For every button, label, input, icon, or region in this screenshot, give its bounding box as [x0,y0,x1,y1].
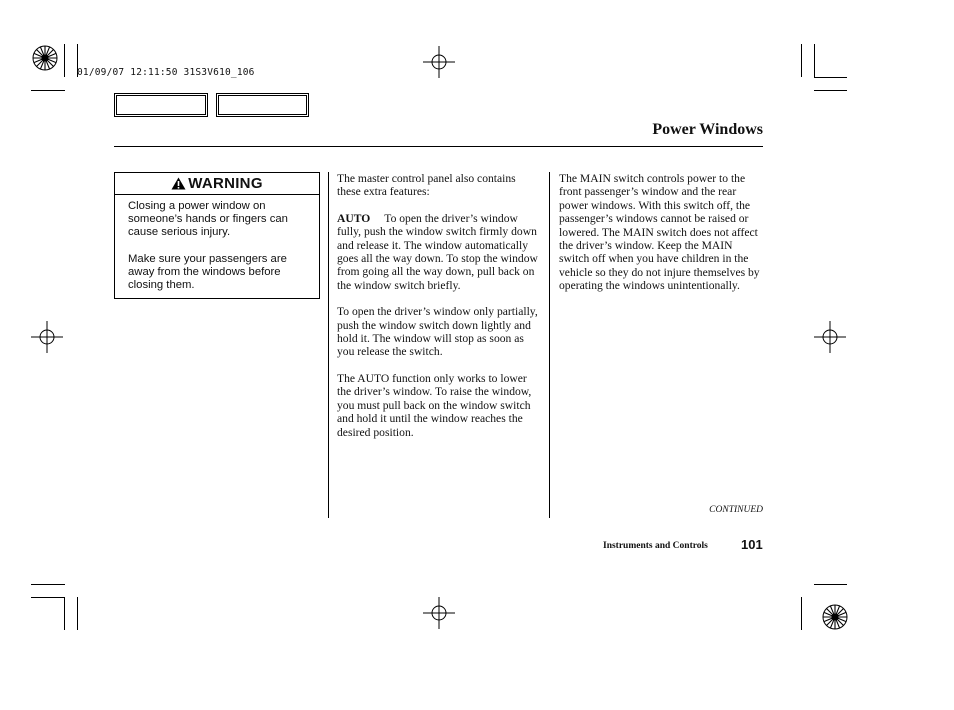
header-tab-box [114,93,208,117]
header-rule [114,146,763,147]
crop-mark [31,597,65,598]
footer-section-name: Instruments and Controls [603,541,708,551]
continued-label: CONTINUED [709,505,763,515]
column-divider [328,172,329,518]
header-tab-box [216,93,309,117]
crop-mark [801,597,802,630]
crosshair-right-middle [814,321,846,353]
crop-mark [31,584,65,585]
crop-mark [814,44,815,77]
crop-mark [64,44,65,77]
text-column-middle [337,172,541,452]
main-switch-paragraph: The MAIN switch controls power to the front passenger’s window and the rear power windows. With this switch off, the passenger’s windows cannot be raised or lowered. The MAIN switch does not affect the driver’s window. Keep the MAIN switch off when you have children in the vehicle so they do not injure themselves by operating the windows unintentionally. [559,172,760,293]
registration-mark-top-left [31,44,59,72]
text-column-right [559,172,763,306]
crop-mark [814,584,847,585]
auto-text: To open the driver’s window fully, push the window switch firmly down and release it. The window automatically goes all the way down. To stop the window from going all the way down, pull back on the window switch briefly. [337,211,538,292]
warning-box [114,172,320,299]
crosshair-left-middle [31,321,63,353]
warning-paragraph: Make sure your passengers are away from the windows before closing them. [128,252,287,292]
warning-paragraph: Closing a power window on someone’s hands or fingers can cause serious injury. [128,200,288,239]
crop-mark [801,44,802,77]
auto-label: AUTO [337,211,371,225]
auto-function-paragraph: The AUTO function only works to lower the driver’s window. To raise the window, you must pull back on the window switch and hold it until the window reaches the desired position. [337,371,532,439]
warning-label: WARNING [188,175,263,192]
crosshair-top-center [423,46,455,78]
crop-mark [64,597,65,630]
crosshair-bottom-center [423,597,455,629]
print-stamp: 01/09/07 12:11:50 31S3V610_106 [77,67,255,78]
auto-paragraph [337,212,541,292]
crop-mark [77,597,78,630]
registration-mark-bottom-right [821,603,849,631]
crop-mark [814,77,847,78]
warning-body [115,195,319,292]
crop-mark [31,90,65,91]
partial-open-paragraph: To open the driver’s window only partially, push the window switch down lightly and hold it. The window will stop as soon as you release the switch. [337,305,538,359]
page-title: Power Windows [652,121,763,138]
crop-mark [814,90,847,91]
warning-header [115,173,319,195]
column-divider [549,172,550,518]
intro-paragraph: The master control panel also contains these extra features: [337,172,516,199]
warning-triangle-icon [171,177,186,190]
page-number: 101 [741,537,763,552]
